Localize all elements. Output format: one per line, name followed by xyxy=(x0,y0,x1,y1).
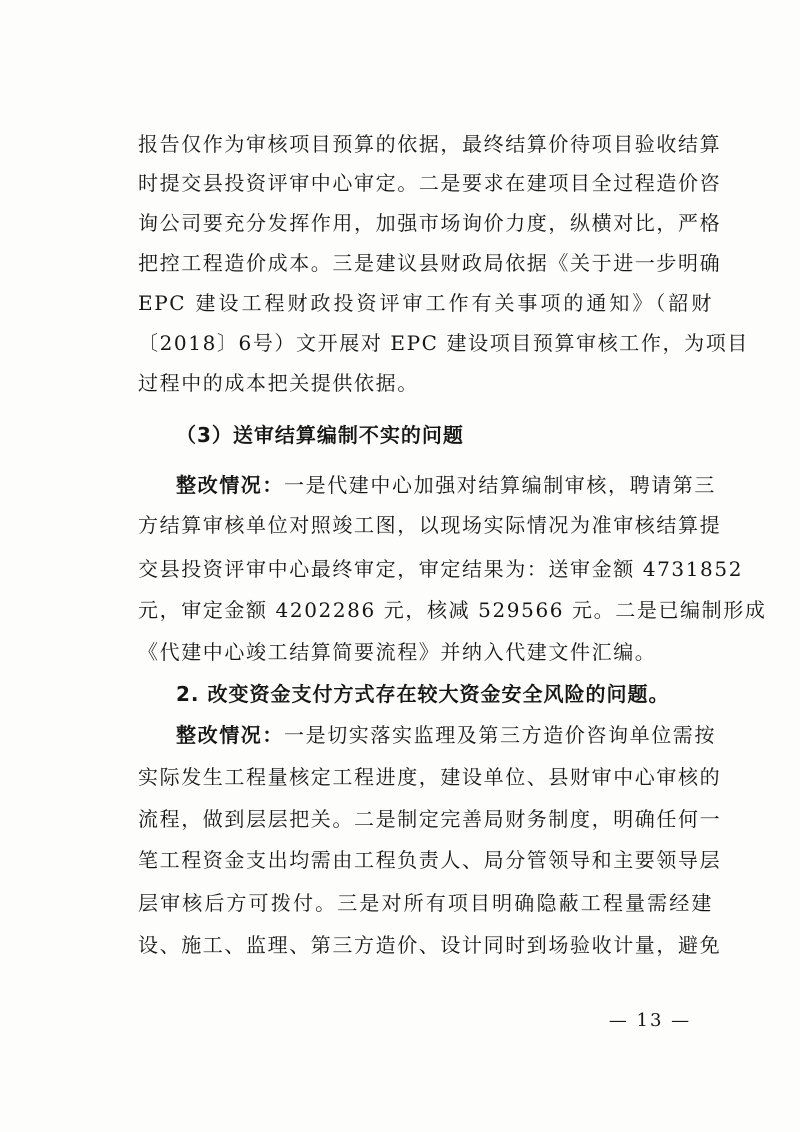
paragraph-line: 报告仅作为审核项目预算的依据，最终结算价待项目验收结算 xyxy=(138,132,722,156)
paragraph-line: 把控工程造价成本。三是建议县财政局依据《关于进一步明确 xyxy=(138,251,722,275)
section-3-heading: （3）送审结算编制不实的问题 xyxy=(176,423,464,447)
section-3-first-line xyxy=(176,465,716,505)
paragraph-line: 交县投资评审中心最终审定，审定结果为：送审金额 4731852 xyxy=(138,557,744,581)
paragraph-line: 时提交县投资评审中心审定。二是要求在建项目全过程造价咨 xyxy=(138,171,722,195)
item-2-heading: 2. 改变资金支付方式存在较大资金安全风险的问题。 xyxy=(176,682,670,706)
paragraph-line: 方结算审核单位对照竣工图，以现场实际情况为准审核结算提 xyxy=(138,513,722,537)
item-2-first-line xyxy=(176,715,716,755)
paragraph-line: 《代建中心竣工结算简要流程》并纳入代建文件汇编。 xyxy=(138,640,657,664)
section-3-first-line-text: 一是代建中心加强对结算编制审核，聘请第三 xyxy=(284,473,716,497)
paragraph-line: 层审核后方可拨付。三是对所有项目明确隐蔽工程量需经建 xyxy=(138,891,713,915)
item-2-first-line-text: 一是切实落实监理及第三方造价咨询单位需按 xyxy=(284,723,716,747)
rectification-label: 整改情况： xyxy=(176,723,284,747)
paragraph-line: 元，审定金额 4202286 元，核减 529566 元。二是已编制形成 xyxy=(138,598,767,622)
page-number: — 13 — xyxy=(608,1010,692,1031)
paragraph-line: 笔工程资金支出均需由工程负责人、局分管领导和主要领导层 xyxy=(138,848,722,872)
paragraph-line: 流程，做到层层把关。二是制定完善局财务制度，明确任何一 xyxy=(138,807,722,831)
paragraph-line: EPC 建设工程财政投资评审工作有关事项的通知》（韶财 xyxy=(138,291,713,315)
paragraph-line: 询公司要充分发挥作用，加强市场询价力度，纵横对比，严格 xyxy=(138,211,722,235)
paragraph-line: 〔2018〕6号）文开展对 EPC 建设项目预算审核工作，为项目 xyxy=(138,331,749,355)
paragraph-line: 实际发生工程量核定工程进度，建设单位、县财审中心审核的 xyxy=(138,765,722,789)
rectification-label: 整改情况： xyxy=(176,473,284,497)
paragraph-line: 设、施工、监理、第三方造价、设计同时到场验收计量，避免 xyxy=(138,933,722,957)
paragraph-line: 过程中的成本把关提供依据。 xyxy=(138,371,419,395)
